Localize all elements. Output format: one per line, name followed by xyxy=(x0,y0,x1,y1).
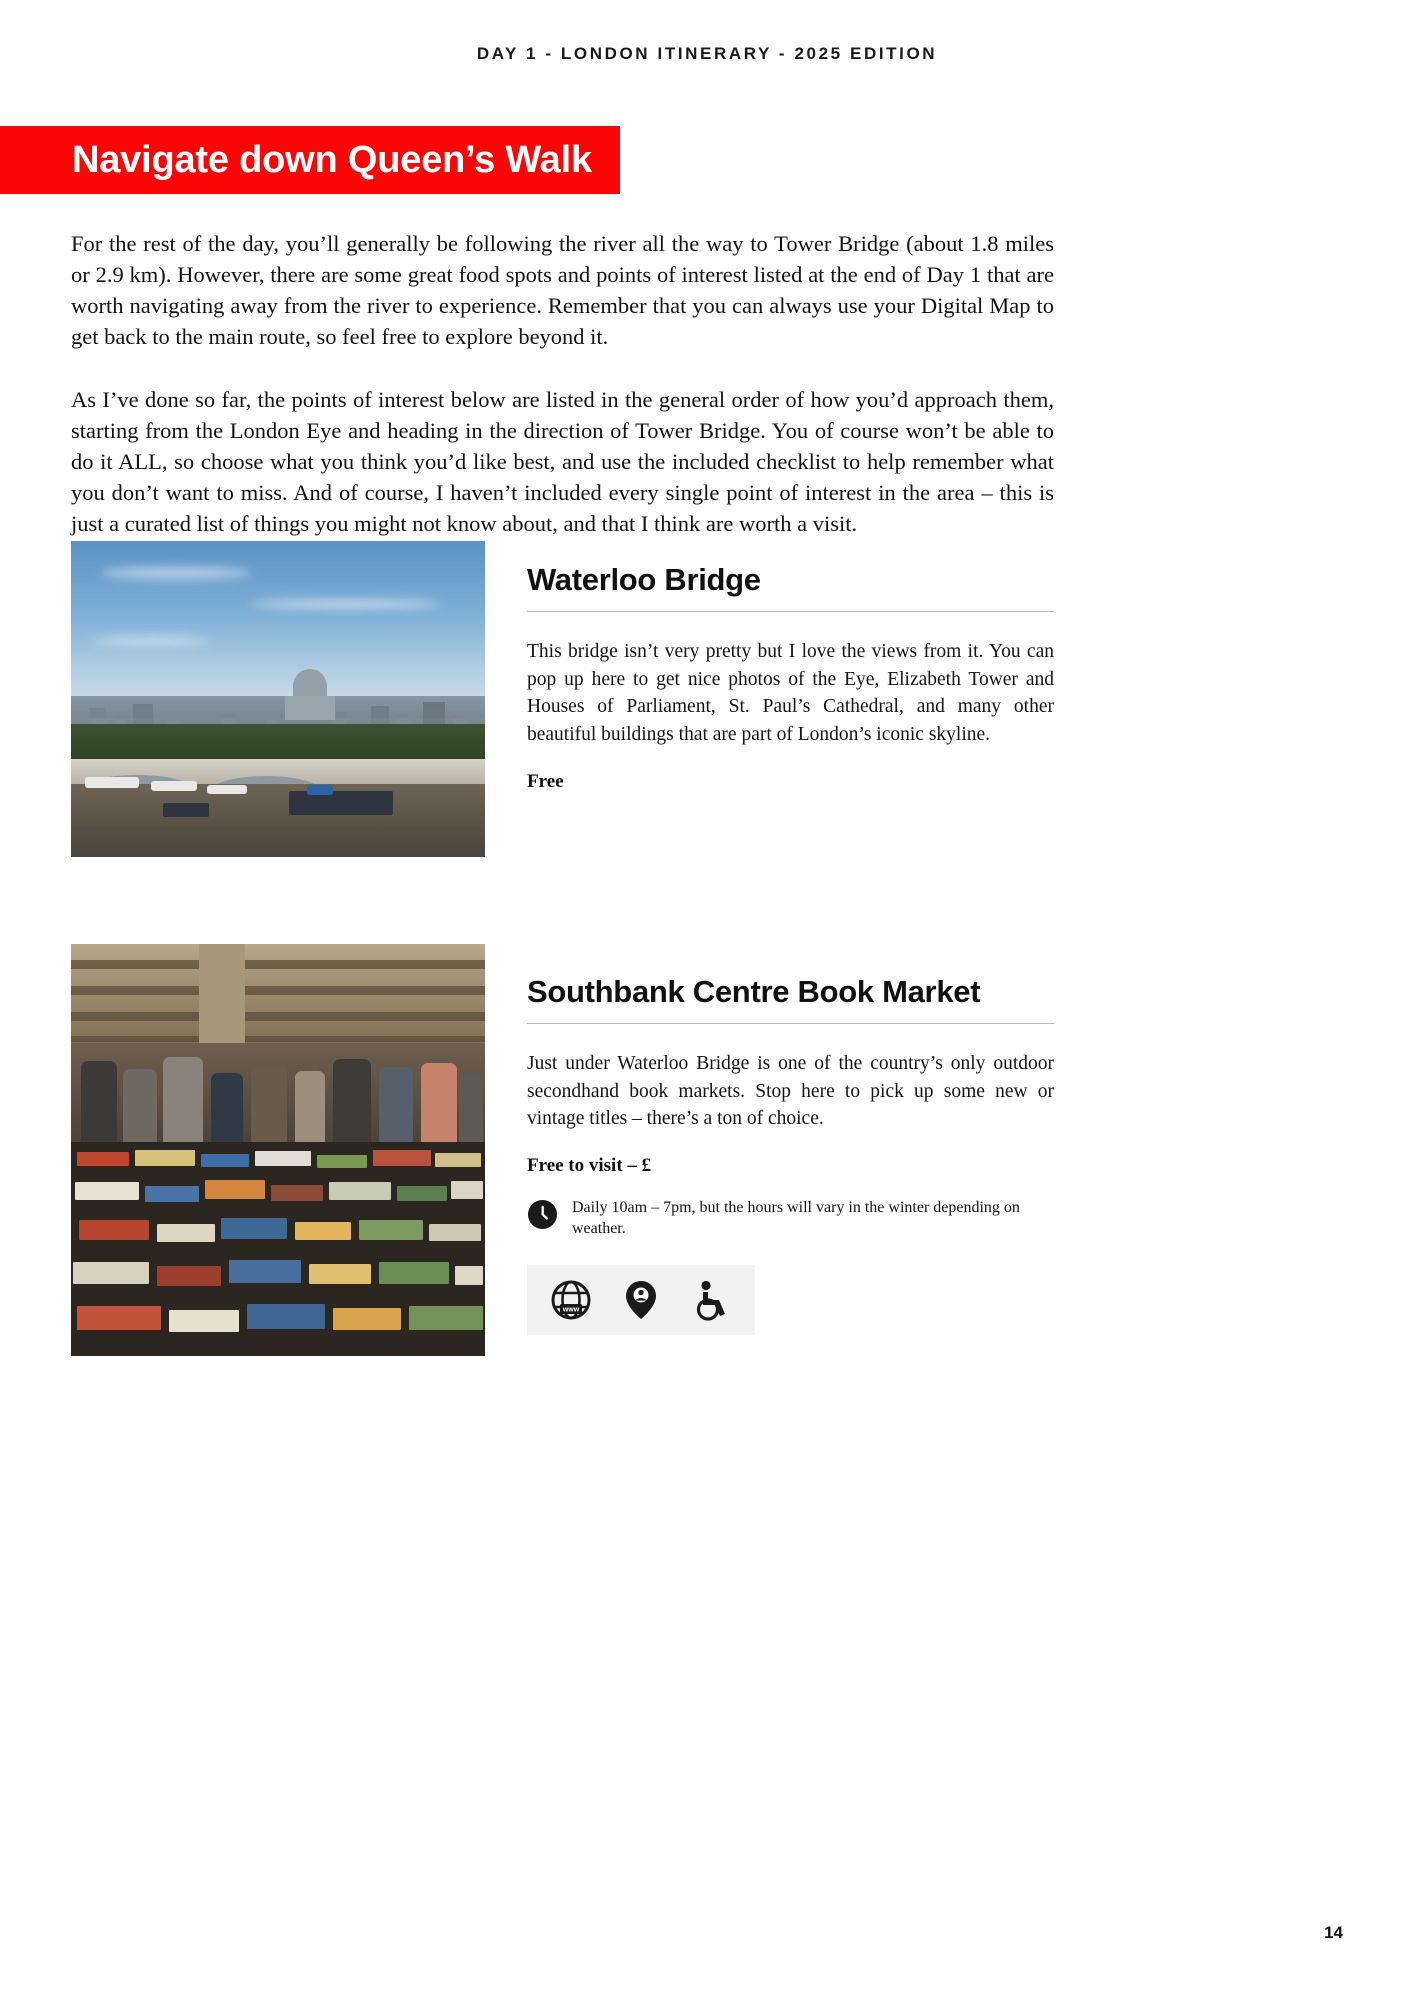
poi-divider xyxy=(527,1023,1054,1024)
poi-price-waterloo-bridge: Free xyxy=(527,770,564,792)
poi-hours-row xyxy=(527,1197,1047,1239)
poi-description-waterloo-bridge: This bridge isn’t very pretty but I love the views from it. You can pop up here to get nice photos of the Eye, Elizabeth Tower and Houses of Parliament, St. Paul’s Cathedral, and many other beautiful buildings that are part of London’s iconic skyline. xyxy=(527,641,1054,746)
photo-barge xyxy=(289,791,393,815)
photo-boat xyxy=(207,785,247,794)
photo-cloud xyxy=(101,567,251,579)
poi-photo-southbank-book-market xyxy=(71,944,485,1356)
map-pin-icon[interactable] xyxy=(619,1278,663,1322)
poi-hours-text: Daily 10am – 7pm, but the hours will vary in the winter depending on weather. xyxy=(572,1199,1020,1238)
photo-boat xyxy=(85,777,139,788)
section-title-banner xyxy=(0,126,620,194)
photo-river-thames xyxy=(71,784,485,857)
poi-title-waterloo-bridge: Waterloo Bridge xyxy=(527,562,761,597)
poi-body-waterloo-bridge xyxy=(485,541,1054,813)
wheelchair-accessible-icon[interactable] xyxy=(689,1278,733,1322)
poi-description-southbank-book-market: Just under Waterloo Bridge is one of the country’s only outdoor secondhand book markets. Stop here to pick up some new or vintage titles – there’s a ton of choice. xyxy=(527,1053,1054,1130)
page-title: Navigate down Queen’s Walk xyxy=(72,138,592,181)
photo-cloud xyxy=(251,599,441,609)
photo-column xyxy=(199,944,245,1051)
poi-body-southbank-book-market xyxy=(485,944,1054,1335)
poi-price-southbank-book-market: Free to visit – £ xyxy=(527,1155,652,1177)
photo-crowd xyxy=(71,1043,485,1150)
poi-card-southbank-centre-book-market xyxy=(71,944,1054,1356)
photo-cloud xyxy=(91,637,211,645)
poi-title-southbank-centre-book-market: Southbank Centre Book Market xyxy=(527,974,981,1009)
photo-boat xyxy=(151,781,197,791)
photo-book-tables xyxy=(71,1142,485,1356)
photo-boat xyxy=(307,785,333,795)
poi-photo-waterloo-bridge xyxy=(71,541,485,857)
poi-divider xyxy=(527,611,1054,612)
intro-paragraph-1: For the rest of the day, you’ll generally be following the river all the way to Tower Bridge (about 1.8 miles or 2.9 km). However, there are some great food spots and points of interest listed at the end of Day 1 that are worth navigating away from the river to experience. Remember that you can always use your Digital Map to get back to the main route, so feel free to explore beyond it. xyxy=(71,231,1054,350)
svg-text:www: www xyxy=(562,1306,580,1314)
photo-bridge-underside xyxy=(71,944,485,1051)
intro-paragraph-2: As I’ve done so far, the points of interest below are listed in the general order of how you’d approach them, starting from the London Eye and heading in the direction of Tower Bridge. You of course won’t be able to do it ALL, so choose what you think you’d like best, and use the included checklist to help remember what you don’t want to miss. And of course, I haven’t included every single point of interest in the area – this is just a curated list of things you might not know about, and that I think are worth a visit. xyxy=(71,387,1054,537)
poi-card-waterloo-bridge xyxy=(71,541,1054,857)
clock-icon xyxy=(527,1199,558,1230)
intro-content xyxy=(71,228,1054,539)
running-header: DAY 1 - LONDON ITINERARY - 2025 EDITION xyxy=(476,44,938,63)
page-number: 14 xyxy=(1324,1923,1343,1942)
poi-icon-strip xyxy=(527,1265,755,1335)
photo-barge xyxy=(163,803,209,817)
website-icon[interactable] xyxy=(549,1278,593,1322)
